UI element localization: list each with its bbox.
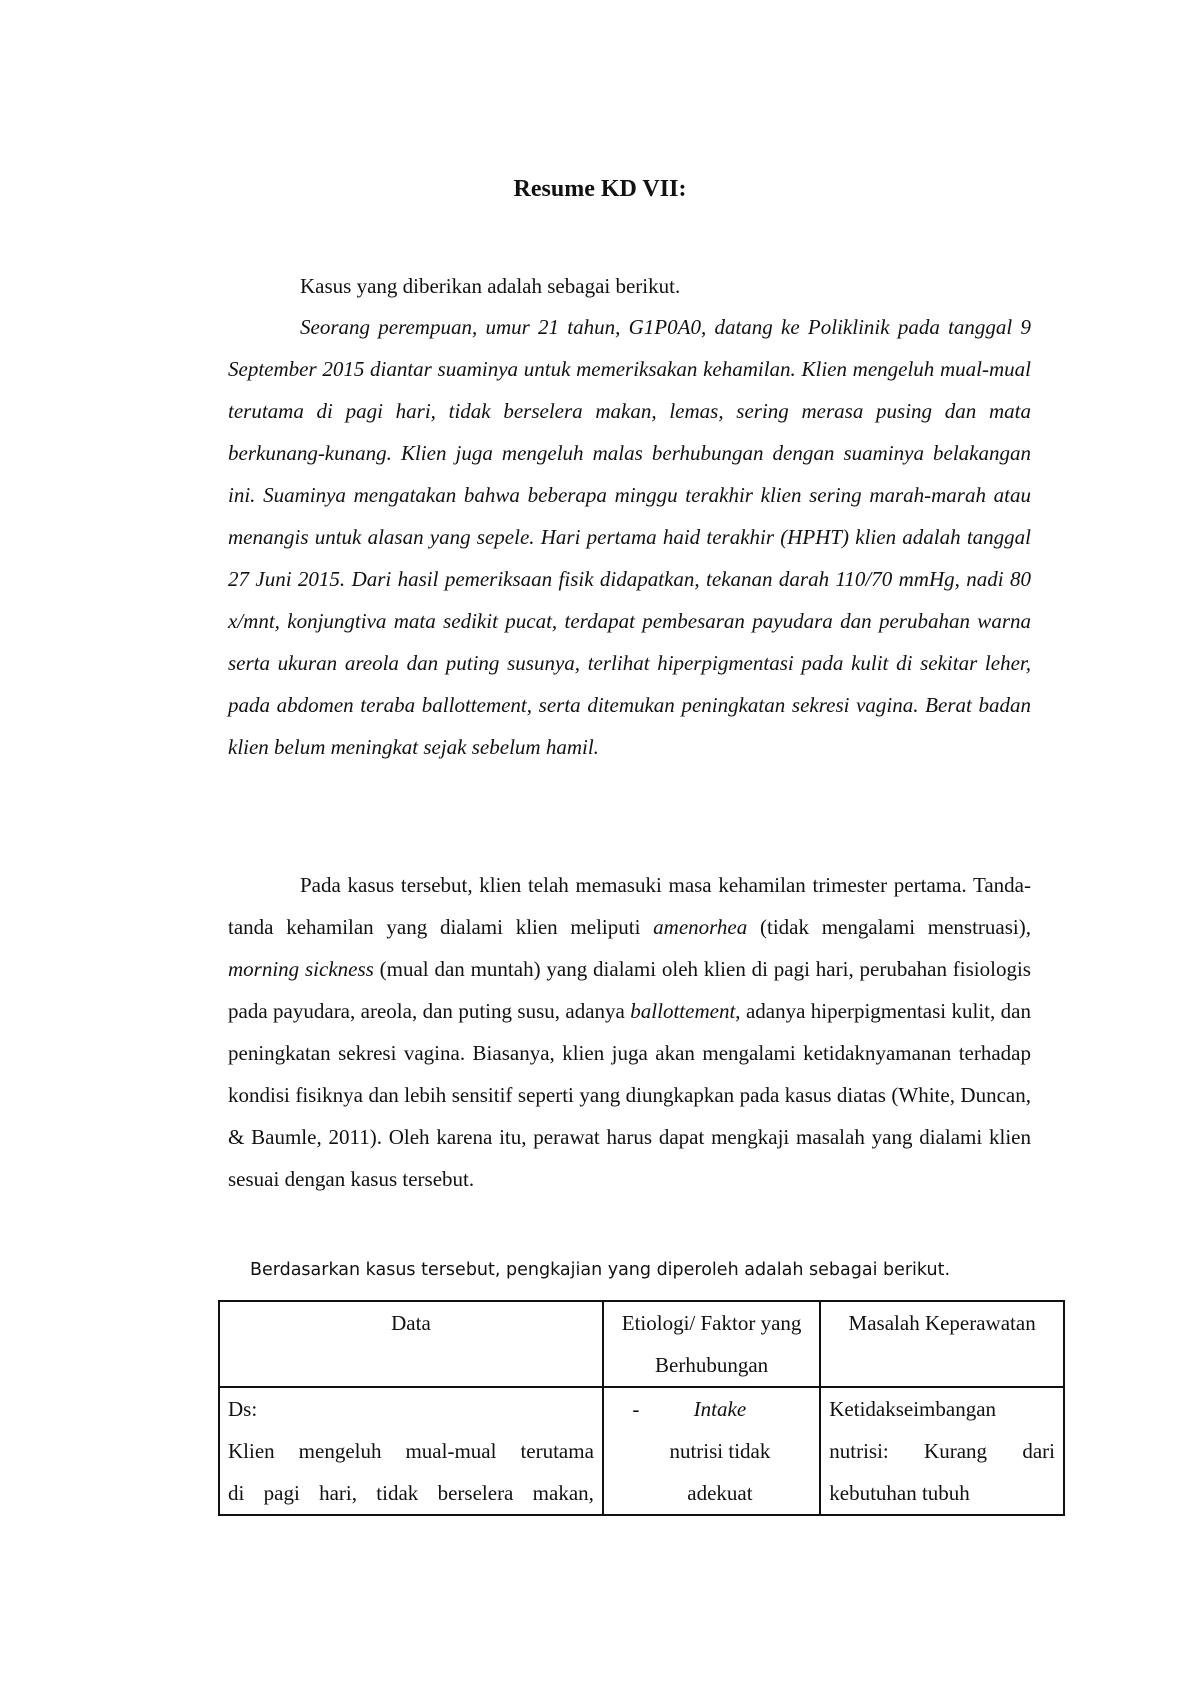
table-caption: Berdasarkan kasus tersebut, pengkajian yang diperoleh adalah sebagai berikut. — [249, 1260, 951, 1280]
table-header-row — [219, 1301, 1064, 1387]
header-data: Data — [219, 1301, 603, 1387]
term-ballottement: ballottement — [630, 999, 736, 1023]
analysis-paragraph — [228, 864, 1031, 1200]
masalah-line: kebutuhan tubuh — [829, 1481, 970, 1505]
cell-data — [219, 1387, 603, 1515]
table-row — [219, 1387, 1064, 1515]
term-amenorhea: amenorhea — [653, 915, 748, 939]
analysis-text-3: (mual dan muntah) yang dialami oleh klien di pagi hari, perubahan fisiologis pada payudara, areola, dan puting susu, adanya — [228, 957, 1031, 1023]
etiologi-term: Intake — [693, 1397, 747, 1421]
case-paragraph: Seorang perempuan, umur 21 tahun, G1P0A0, datang ke Poliklinik pada tanggal 9 September 2015 diantar suaminya untuk memeriksakan kehamilan. Klien mengeluh mual-mual terutama di pagi hari, tidak berselera makan, lemas, sering merasa pusing dan mata berkunang-kunang. Klien juga mengeluh malas berhubungan dengan suaminya belakangan ini. Suaminya mengatakan bahwa beberapa minggu terakhir klien sering marah-marah atau menangis untuk alasan yang sepele. Hari pertama haid terakhir (HPHT) klien adalah tanggal 27 Juni 2015. Dari hasil pemeriksaan fisik didapatkan, tekanan darah 110/70 mmHg, nadi 80 x/mnt, konjungtiva mata sedikit pucat, terdapat pembesaran payudara dan perubahan warna serta ukuran areola dan puting susunya, terlihat hiperpigmentasi pada kulit di sekitar leher, pada abdomen teraba ballottement, serta ditemukan peningkatan sekresi vagina. Berat badan klien belum meningkat sejak sebelum hamil. — [228, 315, 1031, 759]
analysis-text-4: , adanya hiperpigmentasi kulit, dan peningkatan sekresi vagina. Biasanya, klien juga akan mengalami ketidaknyamanan terhadap kondisi fisiknya dan lebih sensitif seperti yang diungkapkan pada kasus diatas (White, Duncan, & Baumle, 2011). Oleh karena itu, perawat harus dapat mengkaji masalah yang dialami klien sesuai dengan kasus tersebut. — [228, 999, 1031, 1191]
etiologi-line: adekuat — [687, 1481, 753, 1505]
header-etiologi: Etiologi/ Faktor yang Berhubungan — [603, 1301, 820, 1387]
header-masalah: Masalah Keperawatan — [820, 1301, 1064, 1387]
etiologi-line: nutrisi tidak — [669, 1439, 771, 1463]
term-morning-sickness: morning sickness — [228, 957, 374, 981]
list-dash: - — [632, 1397, 640, 1421]
analysis-text-1: Pada kasus tersebut, klien telah memasuki masa kehamilan trimester pertama. Tanda-tanda kehamilan yang dialami klien meliputi — [228, 873, 1031, 939]
analysis-text-2: (tidak mengalami menstruasi), — [747, 915, 1031, 939]
data-line: di pagi hari, tidak berselera makan, — [228, 1481, 594, 1505]
assessment-table — [218, 1300, 1065, 1516]
masalah-line: Ketidakseimbangan — [829, 1397, 997, 1421]
cell-etiologi — [603, 1387, 820, 1515]
data-line: Klien mengeluh mual-mual terutama — [228, 1439, 594, 1463]
data-label: Ds: — [228, 1397, 258, 1421]
intro-sentence: Kasus yang diberikan adalah sebagai berikut. — [300, 274, 681, 298]
document-title: Resume KD VII: — [513, 176, 687, 202]
cell-masalah — [820, 1387, 1064, 1515]
masalah-line: nutrisi: Kurang dari — [829, 1439, 1055, 1463]
